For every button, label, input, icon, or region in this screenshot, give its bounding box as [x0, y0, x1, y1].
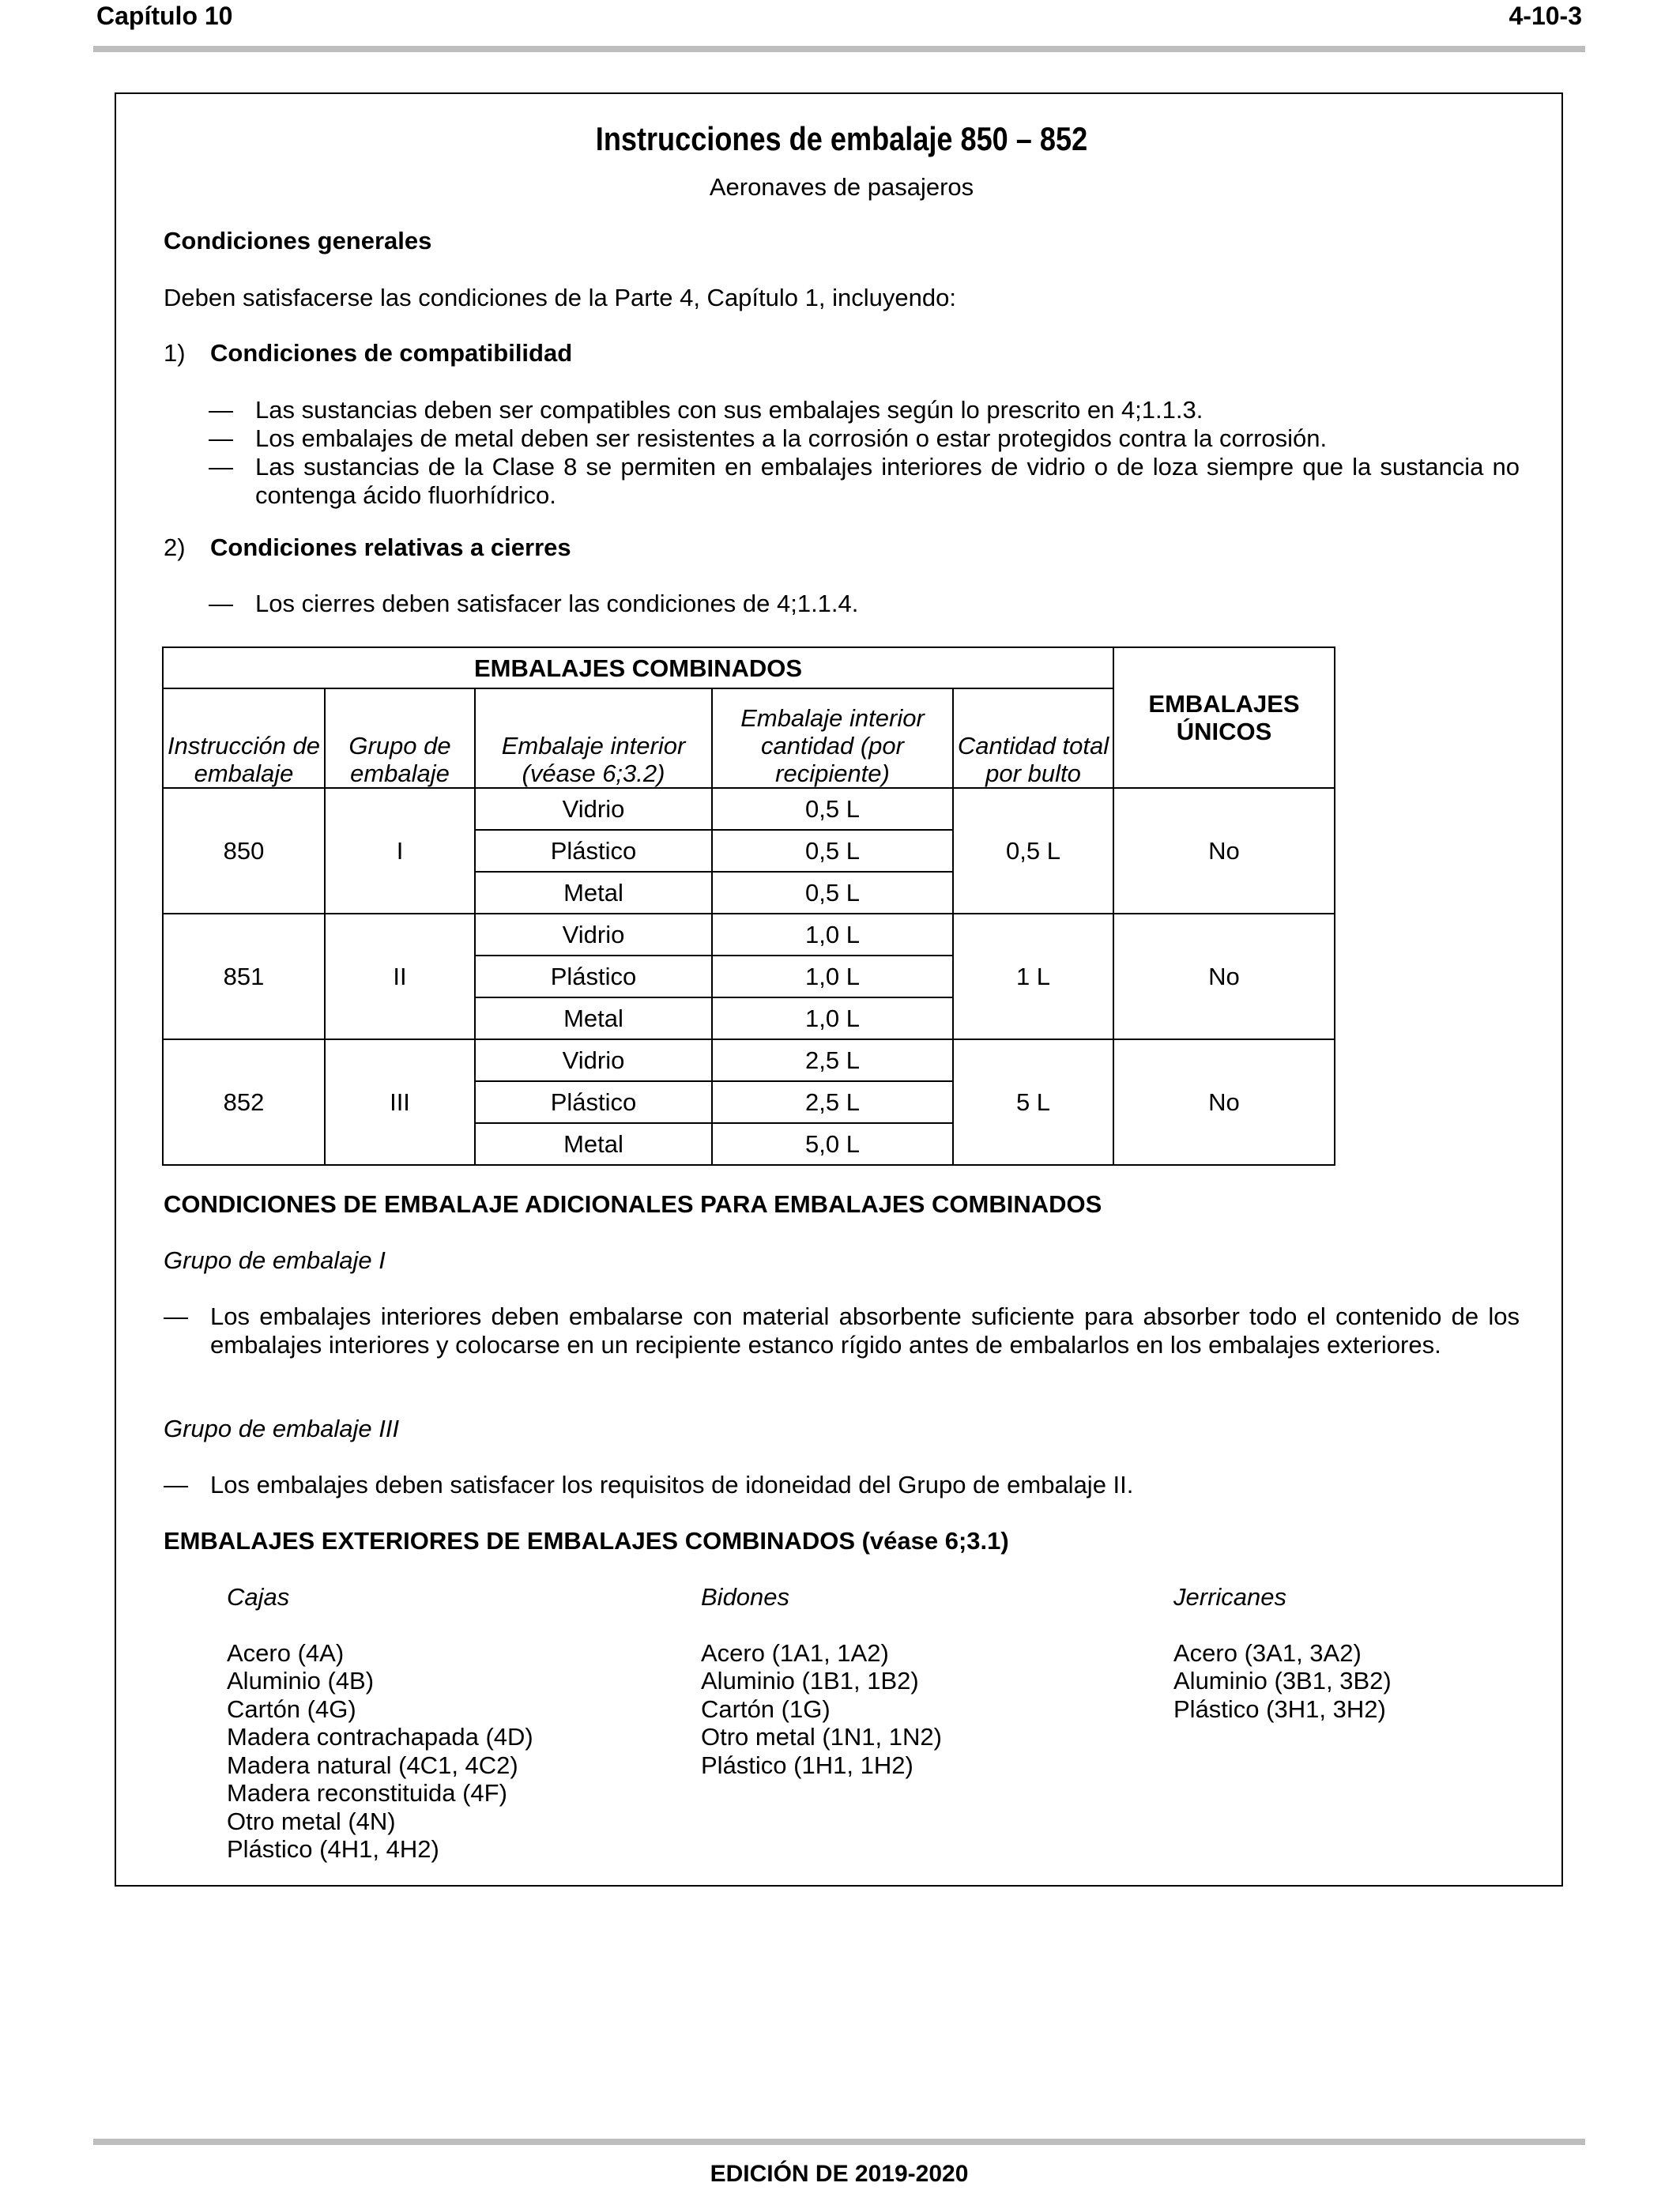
inner-quantity-cell: 2,5 L — [712, 1081, 953, 1123]
dash-bullet: — — [164, 1302, 188, 1330]
general-intro: Deben satisfacerse las condiciones de la Parte 4, Capítulo 1, incluyendo: — [164, 284, 956, 311]
outer-column-bidones — [701, 1583, 942, 1779]
inner-quantity-cell: 0,5 L — [712, 830, 953, 872]
sec2-item — [209, 590, 1520, 618]
group-cell: III — [325, 1039, 475, 1165]
list-item: Plástico (3H1, 3H2) — [1173, 1695, 1386, 1723]
list-item: Cartón (1G) — [701, 1695, 831, 1723]
outer-heading: EMBALAJES EXTERIORES DE EMBALAJES COMBINADOS (véase 6;3.1) — [164, 1527, 1009, 1555]
sec1-item-text: Las sustancias de la Clase 8 se permiten en embalajes interiores de vidrio o de loza siempre que la sustancia no contenga ácido fluorhídrico. — [255, 453, 1520, 509]
inner-material-cell: Metal — [475, 1123, 712, 1165]
dash-bullet: — — [209, 453, 233, 481]
instruction-cell: 851 — [163, 914, 325, 1039]
group-cell: II — [325, 914, 475, 1039]
dash-bullet: — — [209, 396, 233, 424]
sec1-item — [209, 424, 1520, 453]
total-cell: 0,5 L — [953, 788, 1113, 914]
col-header: Embalaje interior cantidad (por recipiente) — [712, 688, 953, 788]
edition-footer: EDICIÓN DE 2019-2020 — [710, 2161, 969, 2187]
inner-material-cell: Vidrio — [475, 788, 712, 830]
group-i-text: Los embalajes interiores deben embalarse con material absorbente suficiente para absorber todo el contenido de los embalajes interiores y colocarse en un recipiente estanco rígido antes de embalarlos en los embalajes exteriores. — [210, 1302, 1520, 1359]
sec1-item — [209, 453, 1520, 510]
column-title: Bidones — [701, 1583, 790, 1611]
group-iii-item — [164, 1471, 1520, 1499]
col-header: Grupo de embalaje — [325, 688, 475, 788]
total-cell: 1 L — [953, 914, 1113, 1039]
sec1-item — [209, 396, 1520, 424]
table-row — [163, 1039, 1335, 1081]
sec1-number: 1) — [164, 339, 186, 367]
column-title: Cajas — [227, 1583, 290, 1611]
group-iii-text: Los embalajes deben satisfacer los requisitos de idoneidad del Grupo de embalaje II. — [210, 1471, 1134, 1498]
page-subtitle: Aeronaves de pasajeros — [709, 173, 974, 201]
inner-material-cell: Vidrio — [475, 914, 712, 956]
col-header: Embalaje interior (véase 6;3.2) — [475, 688, 712, 788]
general-heading: Condiciones generales — [164, 227, 432, 254]
page-header — [93, 2, 1585, 49]
list-item: Plástico (1H1, 1H2) — [701, 1751, 913, 1779]
inner-material-cell: Metal — [475, 872, 712, 914]
inner-quantity-cell: 0,5 L — [712, 872, 953, 914]
instruction-cell: 852 — [163, 1039, 325, 1165]
instruction-cell: 850 — [163, 788, 325, 914]
list-item: Aluminio (4B) — [227, 1667, 375, 1695]
group-cell: I — [325, 788, 475, 914]
list-item: Madera natural (4C1, 4C2) — [227, 1751, 518, 1779]
list-item: Aluminio (3B1, 3B2) — [1173, 1667, 1392, 1695]
total-cell: 5 L — [953, 1039, 1113, 1165]
dash-bullet: — — [209, 424, 233, 452]
table-row — [163, 788, 1335, 830]
col-header: Cantidad total por bulto — [953, 688, 1113, 788]
chapter-label: Capítulo 10 — [96, 2, 233, 30]
inner-quantity-cell: 1,0 L — [712, 914, 953, 956]
group-i-label: Grupo de embalaje I — [164, 1246, 386, 1274]
list-item: Madera contrachapada (4D) — [227, 1723, 533, 1751]
list-item: Cartón (4G) — [227, 1695, 356, 1723]
inner-quantity-cell: 1,0 L — [712, 956, 953, 997]
list-item: Acero (3A1, 3A2) — [1173, 1638, 1362, 1667]
page-title: Instrucciones de embalaje 850 – 852 — [595, 120, 1088, 157]
inner-material-cell: Metal — [475, 997, 712, 1039]
group-iii-label: Grupo de embalaje III — [164, 1415, 400, 1442]
group-i-item — [164, 1302, 1520, 1388]
list-item: Aluminio (1B1, 1B2) — [701, 1667, 919, 1695]
inner-material-cell: Plástico — [475, 956, 712, 997]
inner-quantity-cell: 1,0 L — [712, 997, 953, 1039]
column-title: Jerricanes — [1173, 1583, 1286, 1611]
single-cell: No — [1113, 1039, 1335, 1165]
additional-heading: CONDICIONES DE EMBALAJE ADICIONALES PARA EMBALAJES COMBINADOS — [164, 1190, 1102, 1218]
sec2-title: Condiciones relativas a cierres — [210, 533, 571, 561]
list-item: Plástico (4H1, 4H2) — [227, 1835, 439, 1863]
sec2-number: 2) — [164, 533, 186, 561]
list-item: Acero (4A) — [227, 1638, 345, 1667]
dash-bullet: — — [209, 590, 233, 617]
sec1-item-text: Las sustancias deben ser compatibles con sus embalajes según lo prescrito en 4;1.1.3. — [255, 396, 1203, 424]
single-cell: No — [1113, 788, 1335, 914]
list-item: Otro metal (1N1, 1N2) — [701, 1723, 942, 1751]
combined-header: EMBALAJES COMBINADOS — [163, 647, 1113, 688]
footer-rule — [93, 2139, 1585, 2145]
outer-column-cajas — [227, 1583, 533, 1864]
header-rule — [93, 46, 1585, 52]
col-header: Instrucción de embalaje — [163, 688, 325, 788]
table-row — [163, 914, 1335, 956]
dash-bullet: — — [164, 1471, 188, 1498]
outer-column-jerricanes — [1173, 1583, 1392, 1723]
sec1-title: Condiciones de compatibilidad — [210, 339, 573, 367]
packaging-table — [162, 647, 1335, 1166]
inner-quantity-cell: 0,5 L — [712, 788, 953, 830]
inner-material-cell: Plástico — [475, 1081, 712, 1123]
list-item: Acero (1A1, 1A2) — [701, 1638, 889, 1667]
inner-quantity-cell: 2,5 L — [712, 1039, 953, 1081]
list-item: Madera reconstituida (4F) — [227, 1779, 507, 1807]
inner-material-cell: Vidrio — [475, 1039, 712, 1081]
inner-material-cell: Plástico — [475, 830, 712, 872]
list-item: Otro metal (4N) — [227, 1807, 396, 1835]
single-header: EMBALAJES ÚNICOS — [1113, 647, 1335, 788]
page-number: 4-10-3 — [1509, 2, 1582, 30]
inner-quantity-cell: 5,0 L — [712, 1123, 953, 1165]
sec1-item-text: Los embalajes de metal deben ser resistentes a la corrosión o estar protegidos contra la corrosión. — [255, 424, 1328, 452]
single-cell: No — [1113, 914, 1335, 1039]
sec2-item-text: Los cierres deben satisfacer las condiciones de 4;1.1.4. — [255, 590, 859, 617]
